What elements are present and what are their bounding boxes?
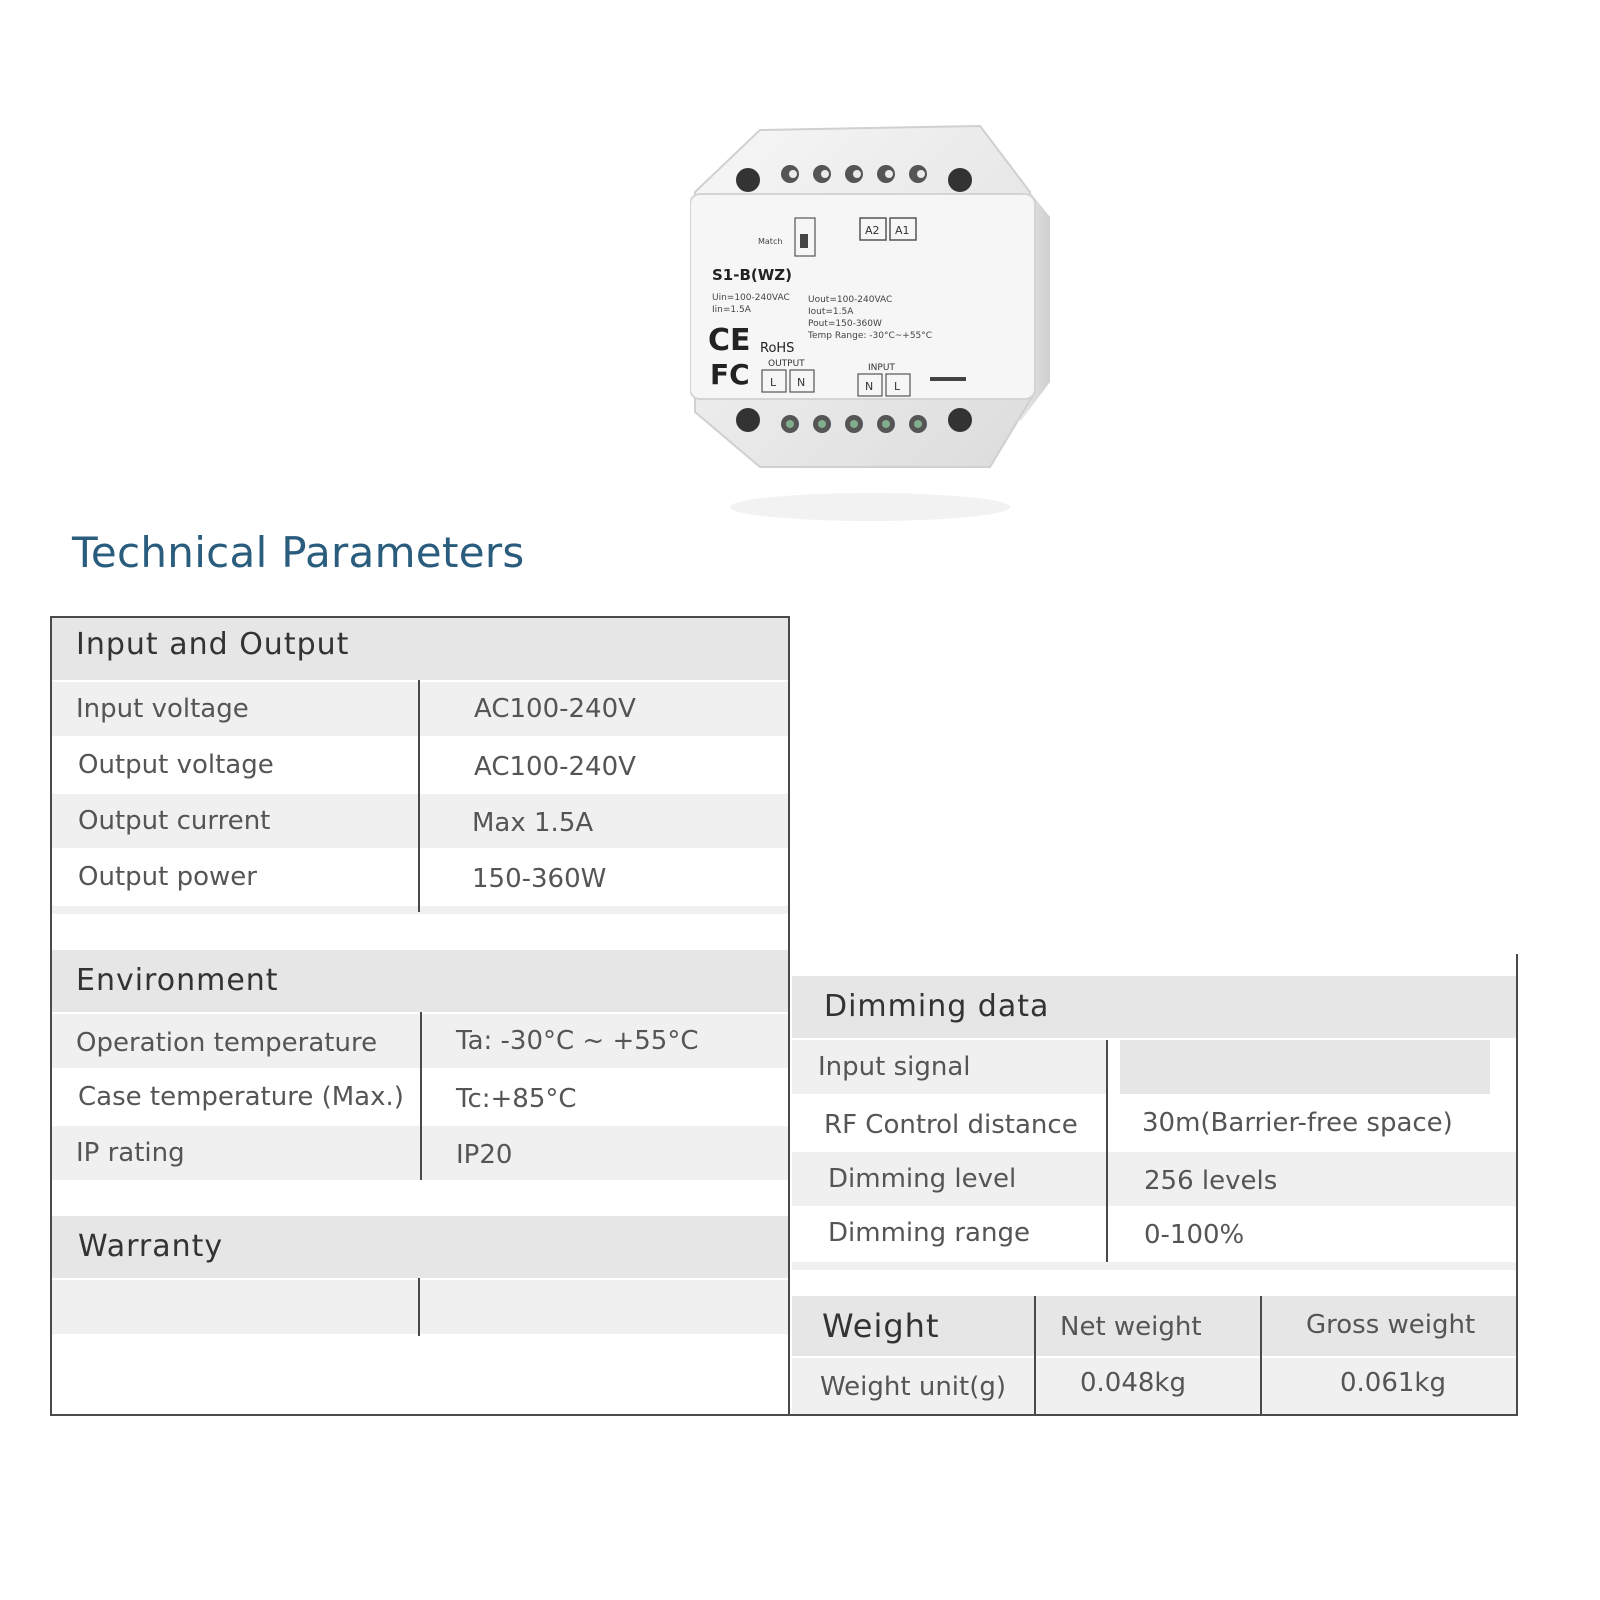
column-divider — [420, 1012, 422, 1180]
output-terminal-n: N — [797, 376, 806, 389]
dimmer-module-illustration — [690, 122, 1080, 532]
output-terminal-l: L — [770, 376, 777, 389]
table-right-border — [1516, 954, 1518, 1416]
fcc-mark: FC — [710, 358, 750, 391]
heading-input-output: Input and Output — [76, 627, 350, 662]
output-power-label: Output power — [78, 862, 257, 892]
net-weight-value: 0.048kg — [1080, 1368, 1186, 1398]
input-label: INPUT — [868, 363, 895, 373]
column-divider — [1106, 1040, 1108, 1262]
device-temp-range: Temp Range: -30°C~+55°C — [808, 331, 933, 341]
device-output-current: Iout=1.5A — [808, 307, 854, 317]
ce-mark: CE — [708, 323, 751, 358]
device-output-power: Pout=150-360W — [808, 319, 882, 329]
input-voltage-value: AC100-240V — [474, 694, 636, 724]
rohs-mark: RoHS — [760, 341, 795, 356]
terminal-a2: A2 — [865, 224, 880, 237]
output-power-value: 150-360W — [472, 864, 607, 894]
heading-weight: Weight — [822, 1307, 940, 1345]
dimming-level-value: 256 levels — [1144, 1166, 1278, 1196]
device-input-spec: Uin=100-240VAC — [712, 293, 790, 303]
operation-temperature-value: Ta: -30°C ~ +55°C — [456, 1026, 699, 1056]
gross-weight-value: 0.061kg — [1340, 1368, 1446, 1398]
case-temperature-label: Case temperature (Max.) — [78, 1082, 404, 1112]
output-voltage-label: Output voltage — [78, 750, 274, 780]
rf-control-distance-value: 30m(Barrier-free space) — [1142, 1108, 1453, 1138]
column-divider — [418, 680, 420, 912]
gross-weight-header: Gross weight — [1306, 1310, 1476, 1340]
output-label: OUTPUT — [768, 359, 805, 369]
input-signal-label: Input signal — [818, 1052, 971, 1082]
output-voltage-value: AC100-240V — [474, 752, 636, 782]
terminal-a1: A1 — [895, 224, 910, 237]
row-separator — [52, 906, 788, 914]
page-title: Technical Parameters — [72, 528, 525, 577]
ip-rating-label: IP rating — [76, 1138, 185, 1168]
device-input-current: Iin=1.5A — [712, 305, 751, 315]
device-output-spec: Uout=100-240VAC — [808, 295, 893, 305]
table-bottom-border — [50, 1414, 1518, 1416]
heading-environment: Environment — [76, 963, 279, 998]
net-weight-header: Net weight — [1060, 1312, 1202, 1342]
ip-rating-value: IP20 — [456, 1140, 513, 1170]
column-divider — [1034, 1296, 1036, 1414]
output-current-value: Max 1.5A — [472, 808, 594, 838]
input-terminal-n: N — [865, 380, 874, 393]
output-current-label: Output current — [78, 806, 271, 836]
row-separator — [792, 1262, 1516, 1270]
column-divider — [1260, 1296, 1262, 1414]
heading-warranty: Warranty — [78, 1229, 224, 1264]
input-signal-value-cell — [1120, 1040, 1490, 1094]
rf-control-distance-label: RF Control distance — [824, 1110, 1078, 1140]
device-model: S1-B(WZ) — [712, 266, 793, 284]
column-divider — [418, 1278, 420, 1336]
case-temperature-value: Tc:+85°C — [456, 1084, 577, 1114]
heading-dimming-data: Dimming data — [824, 989, 1050, 1024]
input-terminal-l: L — [894, 380, 901, 393]
input-voltage-label: Input voltage — [76, 694, 249, 724]
dimming-level-label: Dimming level — [828, 1164, 1017, 1194]
product-image — [690, 122, 1080, 532]
operation-temperature-label: Operation temperature — [76, 1028, 378, 1058]
dimming-range-label: Dimming range — [828, 1218, 1030, 1248]
weight-unit-label: Weight unit(g) — [820, 1372, 1007, 1402]
match-label: Match — [758, 237, 783, 246]
table-center-border — [788, 616, 790, 1416]
table-row — [52, 1280, 788, 1334]
dimming-range-value: 0-100% — [1144, 1220, 1245, 1250]
